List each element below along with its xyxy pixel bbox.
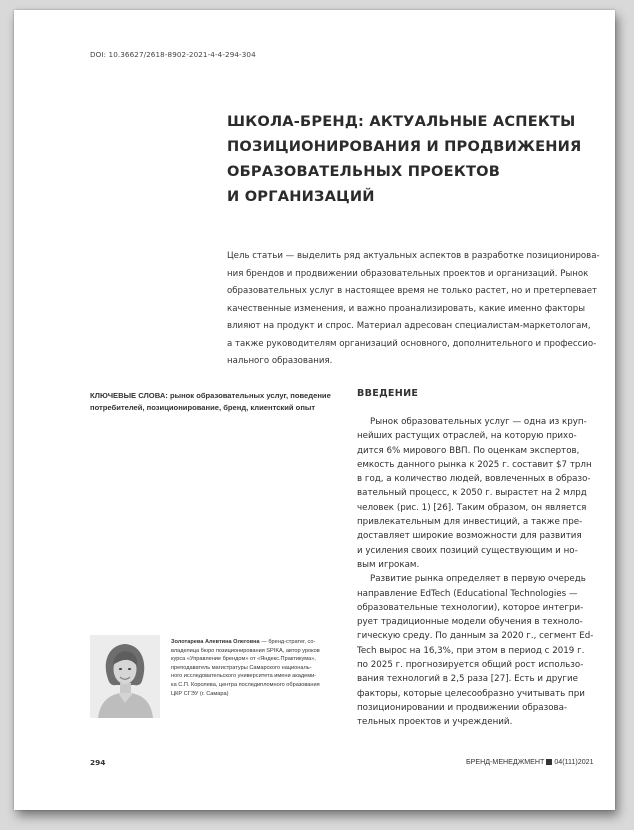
abstract-line: образовательных услуг в настоящее время не только растет, но и претерпевает [227,286,597,296]
author-line: курса «Управление брендом» от «Яндекс.Практикума», [171,656,316,663]
author-photo [90,635,160,718]
body-line: вательный процесс, к 2050 г. вырастет на 2 млрд [357,488,587,499]
body-line: вания технологий в 2,5 раза [27]. Есть и другие [357,674,578,685]
author-line: ЦКР СГЭУ (г. Самара) [171,690,229,697]
body-line: дится 6% мирового ВВП. По оценкам экспертов, [357,445,580,456]
body-line: гическую среду. По данным за 2020 г., сегмент Ed- [357,631,594,642]
body-line: направление EdTech (Educational Technologies — [357,588,578,599]
body-line: доставляет широкие возможности для развития [357,531,582,542]
keywords-line: потребителей, позиционирование, бренд, клиентский опыт [90,403,316,412]
section-heading: ВВЕДЕНИЕ [357,388,419,399]
doi-label: DOI: 10.36627/2618-8902-2021-4-4-294-304 [90,50,256,59]
body-line: Рынок образовательных услуг — одна из круп- [370,417,587,427]
journal-page [14,10,615,810]
author-line: владелица бюро позиционирования SPIKA, автор уроков [171,647,320,654]
abstract-line: влияют на продукт и спрос. Материал адресован специалистам-маркетологам, [227,321,591,331]
title-line: ОБРАЗОВАТЕЛЬНЫХ ПРОЕКТОВ [227,163,501,180]
author-line [171,638,341,647]
body-line: человек (рис. 1) [26]. Таким образом, он является [357,502,587,513]
author-name: Золотарева Алевтина Олеговна [171,639,260,645]
abstract-line: нального образования. [227,356,333,366]
body-line: вым игрокам. [357,559,420,570]
body-text [357,415,597,730]
body-line: образовательные технологии), которое интегри- [357,602,584,613]
title-line: ПОЗИЦИОНИРОВАНИЯ И ПРОДВИЖЕНИЯ [227,138,582,155]
body-line: и усиления своих позиций существующим и но- [357,545,578,556]
body-line: Tech вырос на 16,3%, при этом в период с 2019 г. [357,645,585,656]
abstract-line: ния брендов и продвижении образовательных проектов и организаций. Рынок [227,268,589,279]
journal-footer [466,758,594,766]
author-line: ка С.П. Королева, центра последипломного образования [171,681,320,688]
body-line: факторы, которые целесообразно учитывать при [357,688,585,699]
journal-issue: 04(111)2021 [554,758,594,766]
body-line: емкость данного рынка к 2025 г. составит $7 трлн [357,459,592,470]
body-line: по 2025 г. прогнозируется общий рост использо- [357,660,584,671]
journal-name: БРЕНД-МЕНЕДЖМЕНТ [466,758,545,766]
keywords-line: КЛЮЧЕВЫЕ СЛОВА: рынок образовательных услуг, поведение [90,391,331,400]
square-separator-icon [546,759,552,765]
body-line: в год, а количество людей, вовлеченных в образо- [357,474,591,485]
article-title [227,109,587,209]
keywords [90,390,340,414]
title-line: ШКОЛА-БРЕНД: АКТУАЛЬНЫЕ АСПЕКТЫ [227,113,576,130]
body-line: Развитие рынка определяет в первую очередь [370,574,586,585]
abstract-line: а также руководителям организаций основного, дополнительного и профессио- [227,338,597,349]
author-info [171,638,341,698]
body-line: тельных проектов и учреждений. [357,717,513,728]
author-line: преподаватель магистратуры Самарского националь- [171,664,312,671]
title-line: И ОРГАНИЗАЦИЙ [227,188,375,205]
author-portrait-icon [90,635,160,718]
body-line: привлекательным для инвестиций, а также пре- [357,517,583,528]
abstract-line: Цель статьи — выделить ряд актуальных аспектов в разработке позиционирова- [227,251,600,261]
abstract [227,248,598,371]
body-line: рует традиционные модели обучения в техноло- [357,617,583,628]
author-line-text: — бренд-стратег, со- [259,639,316,645]
page-number: 294 [90,758,106,767]
author-line: ного исследовательского университета имени академи- [171,673,317,680]
body-line: позиционировании и продвижении образова- [357,702,568,713]
body-line: нейших растущих отраслей, на которую прихо- [357,431,577,442]
abstract-line: качественные изменения, и важно проанализировать, какие именно факторы [227,303,586,314]
